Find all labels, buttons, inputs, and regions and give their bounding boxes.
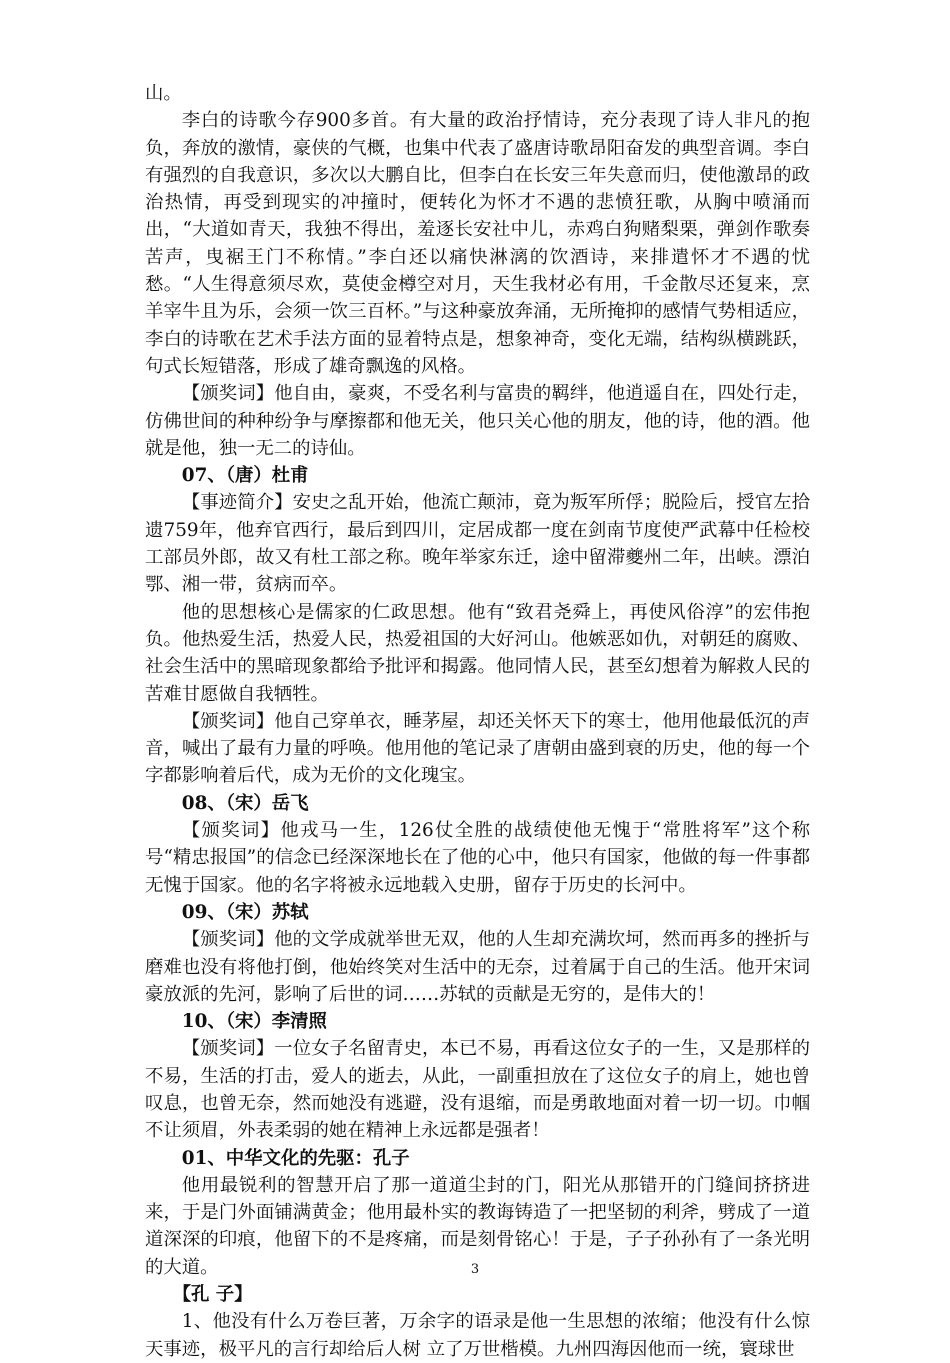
document-page <box>145 80 810 1363</box>
heading-liqingzhao: 10、（宋）李清照 <box>181 1011 327 1033</box>
paragraph-kongzi-1: 1、他没有什么万卷巨著，万余字的语录是他一生思想的浓缩；他没有什么惊天事迹，极平凡的言行却给后人树 立了万世楷模。九州四海因他而一统，寰球世 <box>145 1311 810 1360</box>
paragraph-libai-award: 【颁奖词】他自由，豪爽，不受名利与富贵的羁绊，他逍遥自在，四处行走，仿佛世间的种种纷争与摩擦都和他无关，他只关心他的朋友，他的诗，他的酒。他就是他，独一无二的诗仙。 <box>145 383 810 459</box>
page-number: 3 <box>470 1262 480 1277</box>
heading-kongzi-section: 01、中华文化的先驱：孔子 <box>181 1147 410 1169</box>
paragraph-libai-poetry: 李白的诗歌今存900多首。有大量的政治抒情诗，充分表现了诗人非凡的抱负，奔放的激情，豪侠的气概，也集中代表了盛唐诗歌昂阳奋发的典型音调。李白有强烈的自我意识，多次以大鹏自比，但李白在长安三年失意而归，使他激昂的政治热情，再受到现实的冲撞时，便转化为怀才不遇的悲愤狂歌，从胸中喷涌而出，“大道如青天，我独不得出，羞逐长安社中儿，赤鸡白狗赌梨栗，弹剑作歌奏苦声，曳裾王门不称情。”李白还以痛快淋漓的饮酒诗，来排遣怀才不遇的忧愁。“人生得意须尽欢，莫使金樽空对月，天生我材必有用，千金散尽还复来，烹羊宰牛且为乐，会须一饮三百杯。”与这种豪放奔涌，无所掩抑的感情气势相适应，李白的诗歌在艺术手法方面的显着特点是，想象神奇，变化无端，结构纵横跳跃，句式长短错落，形成了雄奇飘逸的风格。 <box>145 110 810 377</box>
paragraph-dufu-bio: 【事迹简介】安史之乱开始，他流亡颠沛，竟为叛军所俘；脱险后，授官左拾遗759年，他弃官西行，最后到四川，定居成都一度在剑南节度使严武幕中任检校工部员外郎，故又有杜工部之称。晚年举家东迁，途中留滞夔州二年，出峡。漂泊鄂、湘一带，贫病而卒。 <box>145 492 810 596</box>
paragraph-liqingzhao-award: 【颁奖词】一位女子名留青史，本已不易，再看这位女子的一生，又是那样的不易，生活的打击，爱人的逝去，从此，一副重担放在了这位女子的肩上，她也曾叹息，也曾无奈，然而她没有逃避，没有退缩，而是勇敢地面对着一切一切。巾帼不让须眉，外表柔弱的她在精神上永远都是强者！ <box>145 1038 810 1142</box>
heading-sushi: 09、（宋）苏轼 <box>181 901 309 923</box>
paragraph-sushi-award: 【颁奖词】他的文学成就举世无双，他的人生却充满坎坷，然而再多的挫折与磨难也没有将他打倒，他始终笑对生活中的无奈，过着属于自己的生活。他开宋词豪放派的先河，影响了后世的词……苏轼的贡献是无穷的，是伟大的！ <box>145 929 810 1005</box>
heading-dufu: 07、（唐）杜甫 <box>181 465 309 487</box>
paragraph-dufu-award: 【颁奖词】他自己穿单衣，睡茅屋，却还关怀天下的寒士，他用他最低沉的声音，喊出了最有力量的呼唤。他用他的笔记录了唐朝由盛到衰的历史，他的每一个字都影响着后代，成为无价的文化瑰宝。 <box>145 710 810 787</box>
paragraph-continuation: 山。 <box>145 83 182 104</box>
paragraph-dufu-thought: 他的思想核心是儒家的仁政思想。他有“致君尧舜上，再使风俗淳”的宏伟抱负。他热爱生活，热爱人民，热爱祖国的大好河山。他嫉恶如仇，对朝廷的腐败、社会生活中的黑暗现象都给予批评和揭露。他同情人民，甚至幻想着为解救人民的苦难甘愿做自我牺牲。 <box>145 601 810 705</box>
heading-kongzi: 【孔 子】 <box>172 1284 253 1306</box>
heading-yuefei: 08、（宋）岳飞 <box>181 792 309 814</box>
paragraph-kongzi-intro: 他用最锐利的智慧开启了那一道道尘封的门，阳光从那错开的门缝间挤挤进来，于是门外面铺满黄金；他用最朴实的教诲铸造了一把坚韧的利斧，劈成了一道道深深的印痕，他留下的不是疼痛，而是刻骨铭心！于是，子子孙孙有了一条光明的大道。 <box>145 1174 810 1278</box>
paragraph-yuefei-award: 【颁奖词】他戎马一生，126仗全胜的战绩使他无愧于“常胜将军”这个称号“精忠报国”的信念已经深深地长在了他的心中，他只有国家，他做的每一件事都无愧于国家。他的名字将被永远地载入史册，留存于历史的长河中。 <box>145 820 810 896</box>
